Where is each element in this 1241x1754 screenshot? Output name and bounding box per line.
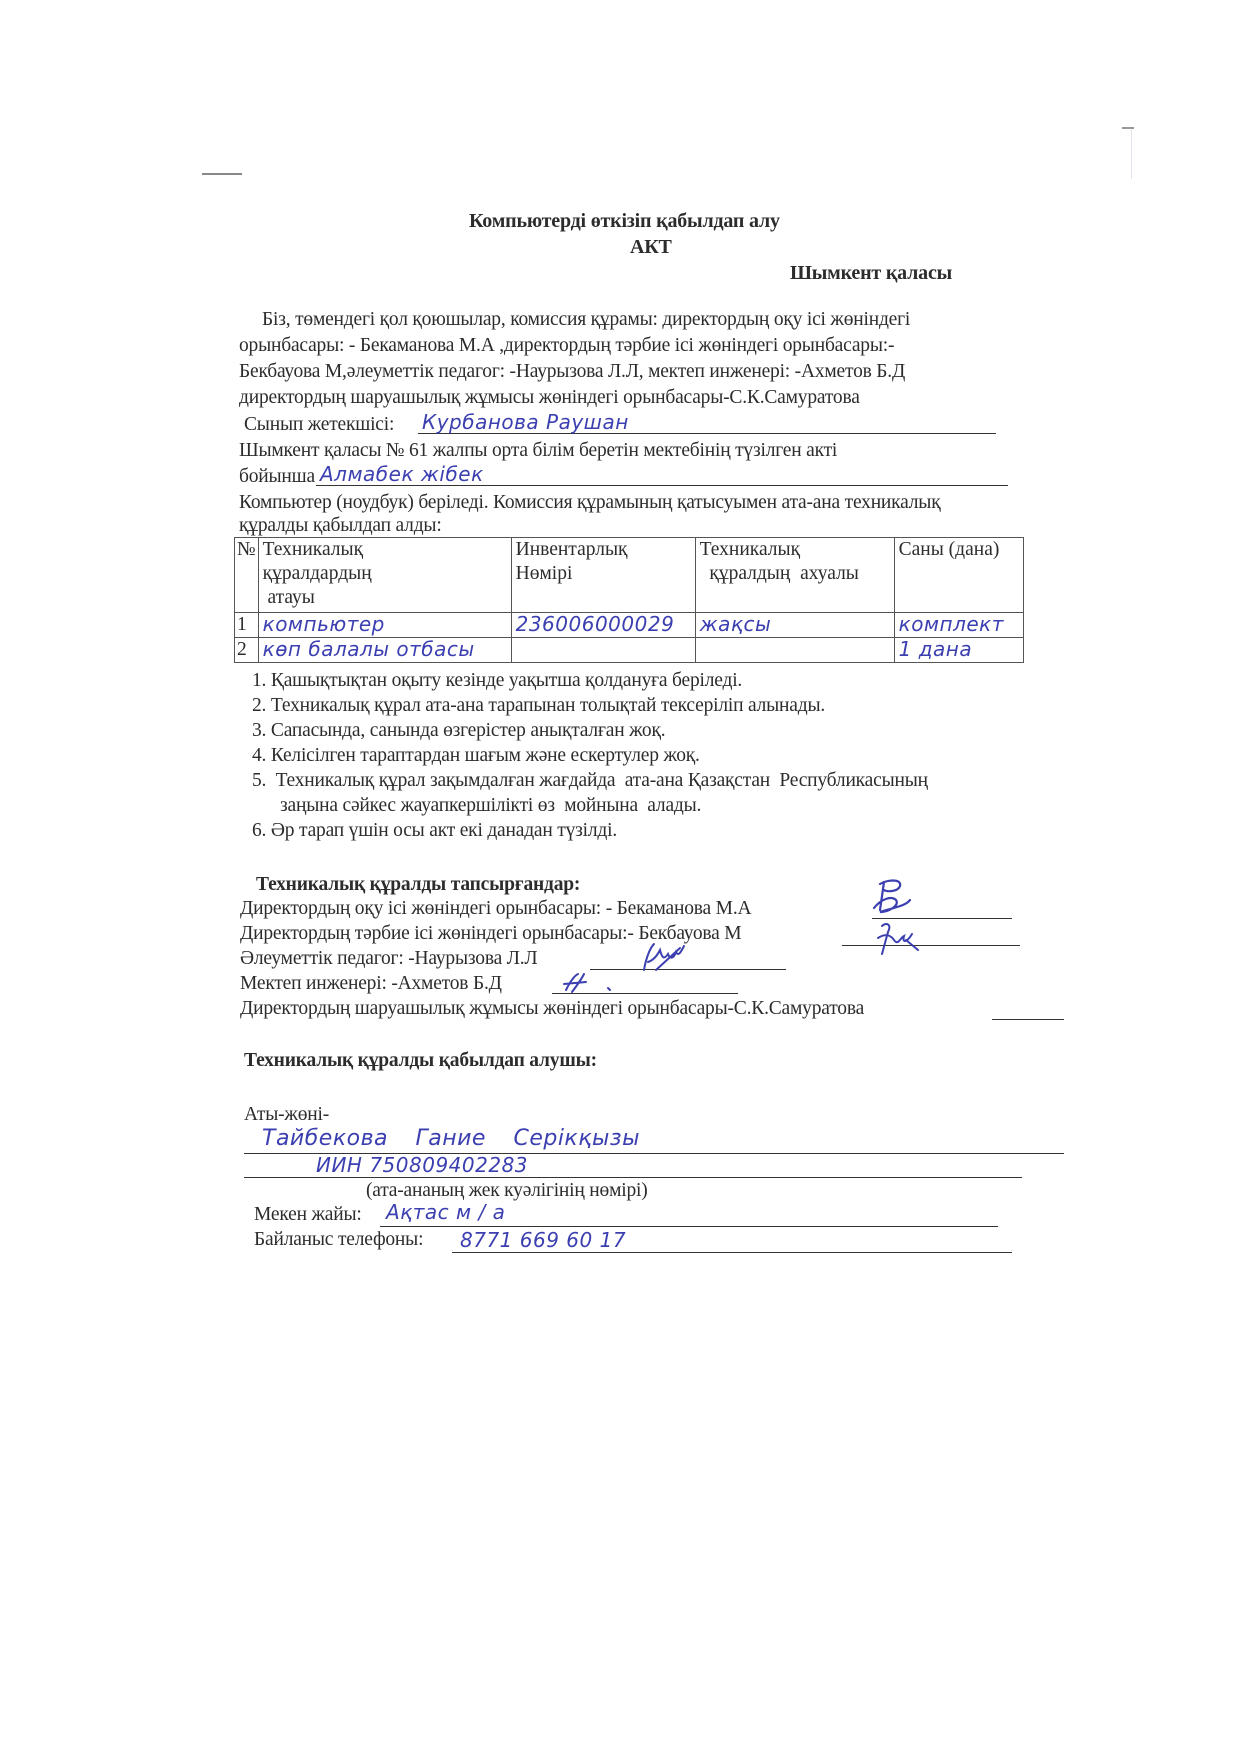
row-number: 1 <box>235 613 259 638</box>
intro-line: Бекбауова М,әлеуметтік педагог: -Наурызова Л.Л, мектеп инженері: -Ахметов Б.Д <box>239 361 906 382</box>
receiver-iin-value: ИИН 750809402283 <box>316 1153 529 1177</box>
class-teacher-value: Курбанова Раушан <box>422 410 629 434</box>
condition-item: 3. Сапасында, санында өзгерістер анықталған жоқ. <box>252 720 666 741</box>
row-inventory <box>511 638 695 663</box>
class-teacher-label: Сынып жетекшісі: <box>244 414 395 435</box>
handed-over-line: Директордың шаруашылық жұмысы жөніндегі орынбасары-С.К.Самуратова <box>240 998 865 1019</box>
row-name: көп балалы отбасы <box>258 638 511 663</box>
scan-mark-right <box>1122 127 1134 129</box>
signature-bekbauova <box>872 920 922 958</box>
equipment-table <box>234 537 1024 663</box>
scan-mark-left <box>202 173 242 175</box>
receiver-id-caption: (ата-ананың жек куәлігінің нөмірі) <box>366 1180 648 1201</box>
transfer-line: құралды қабылдап алды: <box>239 515 442 536</box>
header-condition: Техникалық құралдың ахуалы <box>695 538 894 613</box>
transfer-line: Компьютер (ноудбук) беріледі. Комиссия құрамының қатысуымен ата-ана техникалық <box>239 492 941 513</box>
receiver-name-label: Аты-жөні- <box>244 1104 329 1125</box>
row-inventory: 236006000029 <box>511 613 695 638</box>
document-subtitle: АКТ <box>630 236 672 258</box>
receiver-phone-underline <box>452 1252 1012 1253</box>
signature-line <box>992 1019 1064 1020</box>
receiver-phone-label: Байланыс телефоны: <box>254 1229 424 1250</box>
row-quantity: 1 дана <box>894 638 1023 663</box>
signature-akhmetov <box>560 970 620 996</box>
signature-line <box>842 945 1020 946</box>
according-value: Алмабек жібек <box>320 462 484 486</box>
receiver-address-label: Мекен жайы: <box>254 1204 362 1225</box>
header-quantity: Саны (дана) <box>894 538 1023 613</box>
intro-line: директордың шаруашылық жұмысы жөніндегі орынбасары-С.К.Самуратова <box>239 387 860 408</box>
table-row <box>235 638 1024 663</box>
condition-item: 6. Әр тарап үшін осы акт екі данадан түзілді. <box>252 820 618 841</box>
handed-over-heading: Техникалық құралды тапсырғандар: <box>256 874 581 895</box>
row-condition: жақсы <box>695 613 894 638</box>
row-quantity: комплект <box>894 613 1023 638</box>
handed-over-line: Мектеп инженері: -Ахметов Б.Д <box>240 973 502 994</box>
header-name: Техникалық құралдардың атауы <box>258 538 511 613</box>
signature-bekamanova <box>866 878 914 922</box>
table-header-row <box>235 538 1024 613</box>
row-condition <box>695 638 894 663</box>
handed-over-line: Әлеуметтік педагог: -Наурызова Л.Л <box>240 948 538 969</box>
condition-item: 1. Қашықтықтан оқыту кезінде уақытша қолдануға беріледі. <box>252 670 743 691</box>
receiver-address-underline <box>380 1226 998 1227</box>
receiver-iin-underline <box>244 1177 1022 1178</box>
condition-item: 4. Келісілген тараптардан шағым және ескертулер жоқ. <box>252 745 700 766</box>
condition-item: заңына сәйкес жауапкершілікті өз мойнына алады. <box>252 795 702 816</box>
condition-item: 5. Техникалық құрал зақымдалған жағдайда ата-ана Қазақстан Республикасының <box>252 770 928 791</box>
signature-nauryzova <box>636 940 688 976</box>
intro-line: Біз, төмендегі қол қоюшылар, комиссия құрамы: директордың оқу ісі жөніндегі <box>262 309 911 330</box>
row-name: компьютер <box>258 613 511 638</box>
condition-item: 2. Техникалық құрал ата-ана тарапынан толықтай тексеріліп алынады. <box>252 695 826 716</box>
table-row <box>235 613 1024 638</box>
handed-over-line: Директордың тәрбие ісі жөніндегі орынбасары:- Бекбауова М <box>240 923 742 944</box>
handed-over-line: Директордың оқу ісі жөніндегі орынбасары: - Бекаманова М.А <box>240 898 752 919</box>
receiver-phone-value: 8771 669 60 17 <box>460 1228 627 1252</box>
header-number: № <box>235 538 259 613</box>
receiver-address-value: Ақтас м / а <box>386 1200 506 1224</box>
receiver-name-value: Тайбекова Гание Серікқызы <box>262 1126 640 1151</box>
receiver-heading: Техникалық құралды қабылдап алушы: <box>244 1050 597 1071</box>
according-label: бойынша <box>239 466 315 487</box>
row-number: 2 <box>235 638 259 663</box>
header-inventory: Инвентарлық Нөмірі <box>511 538 695 613</box>
document-city: Шымкент қаласы <box>790 262 953 284</box>
scan-mark-right-vertical <box>1131 129 1132 179</box>
document-title: Компьютерді өткізіп қабылдап алу <box>469 210 780 232</box>
intro-line: орынбасары: - Бекаманова М.А ,директордың тәрбие ісі жөніндегі орынбасары:- <box>239 335 895 356</box>
school-line: Шымкент қаласы № 61 жалпы орта білім беретін мектебінің түзілген акті <box>239 440 838 461</box>
